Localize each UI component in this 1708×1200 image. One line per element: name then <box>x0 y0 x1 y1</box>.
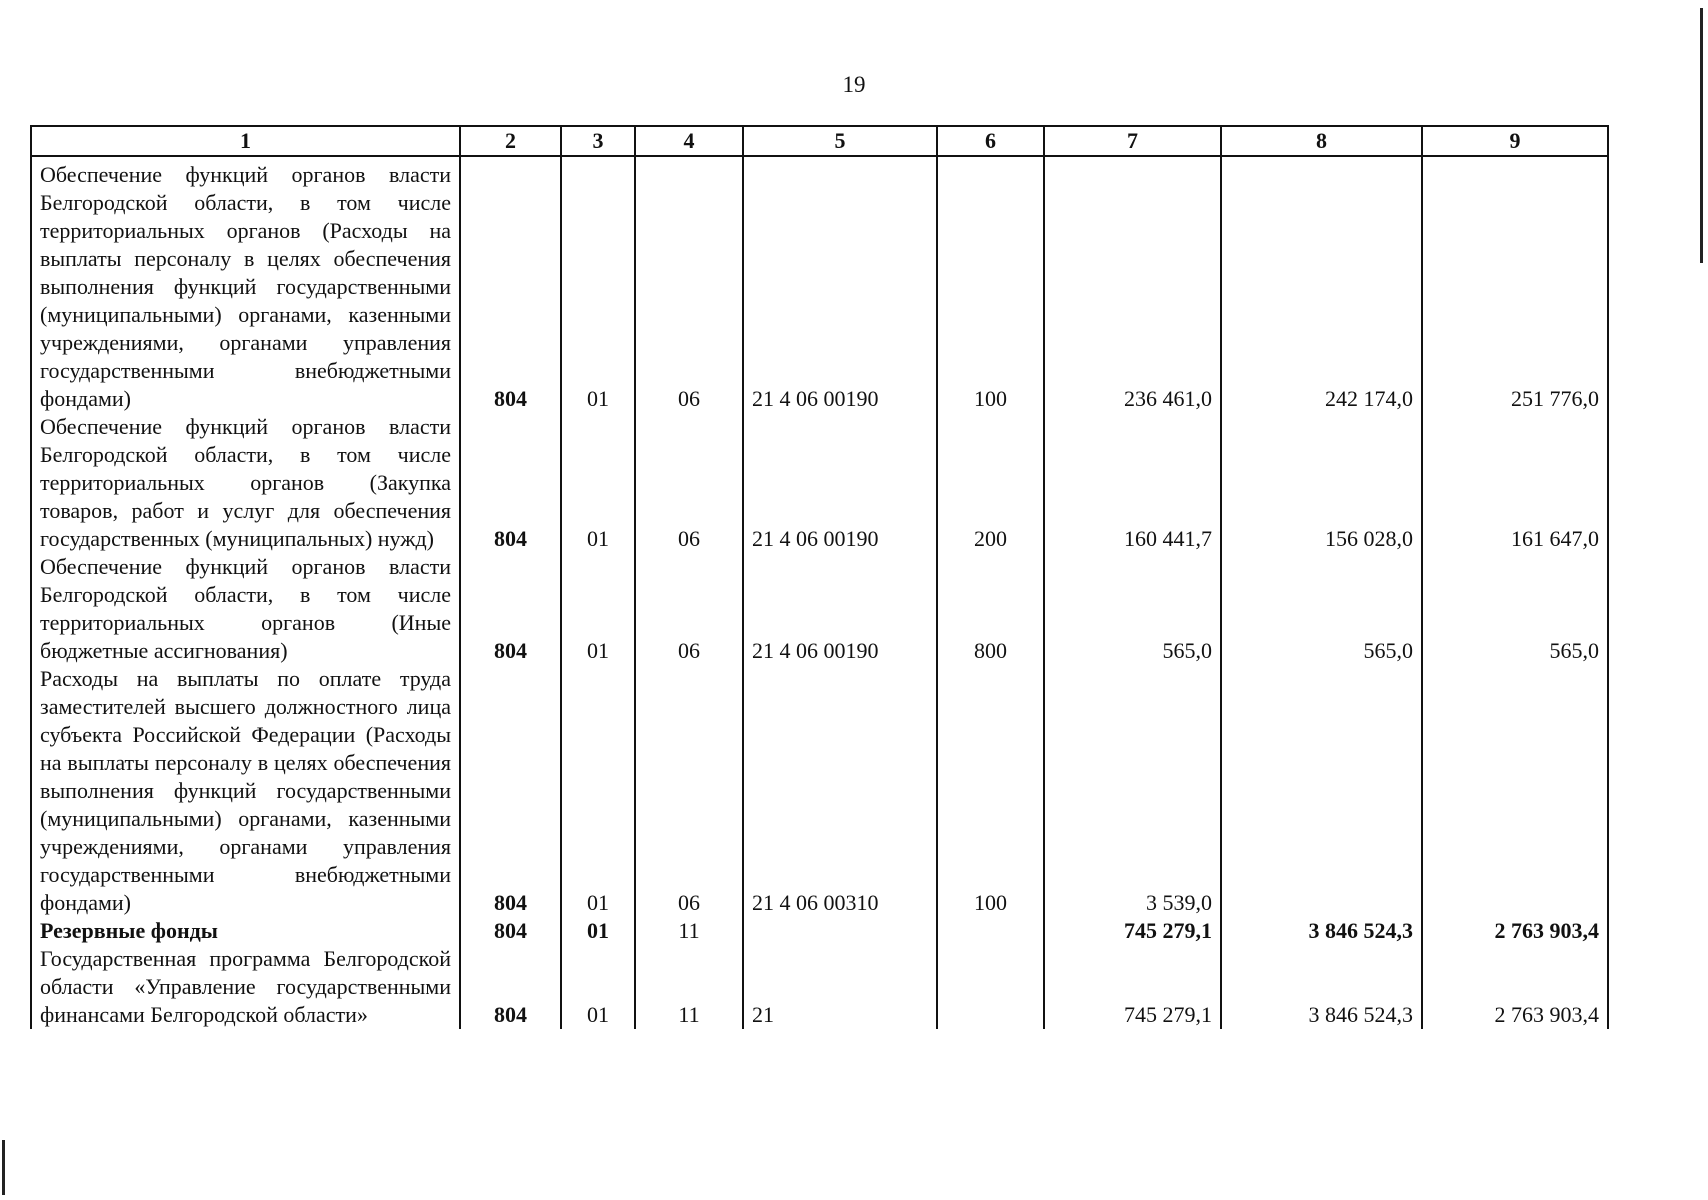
section-code: 01 <box>561 156 635 413</box>
amount-col-7: 236 461,0 <box>1044 156 1221 413</box>
amount-col-7: 160 441,7 <box>1044 413 1221 553</box>
budget-table <box>30 125 1609 1029</box>
amount-col-7: 745 279,1 <box>1044 917 1221 945</box>
expense-type-code: 200 <box>937 413 1044 553</box>
target-article-code <box>743 917 937 945</box>
row-name: Расходы на выплаты по оплате труда заместителей высшего должностного лица субъекта Российской Федерации (Расходы на выплаты персоналу в целях обеспечения выполнения функций государственными (муниципальными) органами, казенными учреждениями, органами управления государственными внебюджетными фондами) <box>31 665 460 917</box>
amount-col-7: 565,0 <box>1044 553 1221 665</box>
ministry-code: 804 <box>460 945 561 1029</box>
header-col-9: 9 <box>1422 126 1608 156</box>
header-col-4: 4 <box>635 126 743 156</box>
expense-type-code: 100 <box>937 665 1044 917</box>
target-article-code: 21 4 06 00190 <box>743 156 937 413</box>
row-name: Обеспечение функций органов власти Белгородской области, в том числе территориальных органов (Иные бюджетные ассигнования) <box>31 553 460 665</box>
scan-edge-mark-left <box>2 1140 5 1195</box>
header-col-2: 2 <box>460 126 561 156</box>
expense-type-code: 800 <box>937 553 1044 665</box>
target-article-code: 21 4 06 00190 <box>743 553 937 665</box>
section-code: 01 <box>561 553 635 665</box>
subsection-code: 11 <box>635 917 743 945</box>
amount-col-9: 251 776,0 <box>1422 156 1608 413</box>
table-row <box>31 665 1608 917</box>
amount-col-9: 161 647,0 <box>1422 413 1608 553</box>
expense-type-code: 100 <box>937 156 1044 413</box>
amount-col-8: 3 846 524,3 <box>1221 945 1422 1029</box>
subsection-code: 06 <box>635 156 743 413</box>
expense-type-code <box>937 945 1044 1029</box>
ministry-code: 804 <box>460 917 561 945</box>
row-name: Государственная программа Белгородской области «Управление государственными финансами Белгородской области» <box>31 945 460 1029</box>
amount-col-8 <box>1221 665 1422 917</box>
row-name: Обеспечение функций органов власти Белгородской области, в том числе территориальных органов (Закупка товаров, работ и услуг для обеспечения государственных (муниципальных) нужд) <box>31 413 460 553</box>
section-code: 01 <box>561 945 635 1029</box>
header-col-5: 5 <box>743 126 937 156</box>
target-article-code: 21 4 06 00310 <box>743 665 937 917</box>
section-code: 01 <box>561 917 635 945</box>
ministry-code: 804 <box>460 665 561 917</box>
table-row-subtotal <box>31 917 1608 945</box>
table-row <box>31 156 1608 413</box>
page-number: 19 <box>842 72 866 97</box>
header-col-6: 6 <box>937 126 1044 156</box>
amount-col-7: 745 279,1 <box>1044 945 1221 1029</box>
table-header <box>31 126 1608 156</box>
header-col-3: 3 <box>561 126 635 156</box>
amount-col-9: 2 763 903,4 <box>1422 945 1608 1029</box>
table-row <box>31 945 1608 1029</box>
subsection-code: 06 <box>635 413 743 553</box>
section-code: 01 <box>561 413 635 553</box>
amount-col-8: 565,0 <box>1221 553 1422 665</box>
header-col-7: 7 <box>1044 126 1221 156</box>
amount-col-8: 242 174,0 <box>1221 156 1422 413</box>
subsection-code: 06 <box>635 553 743 665</box>
subsection-code: 11 <box>635 945 743 1029</box>
amount-col-9: 2 763 903,4 <box>1422 917 1608 945</box>
amount-col-8: 156 028,0 <box>1221 413 1422 553</box>
amount-col-9: 565,0 <box>1422 553 1608 665</box>
row-name: Обеспечение функций органов власти Белгородской области, в том числе территориальных органов (Расходы на выплаты персоналу в целях обеспечения выполнения функций государственными (муниципальными) органами, казенными учреждениями, органами управления государственными внебюджетными фондами) <box>31 156 460 413</box>
ministry-code: 804 <box>460 413 561 553</box>
header-col-8: 8 <box>1221 126 1422 156</box>
amount-col-7: 3 539,0 <box>1044 665 1221 917</box>
amount-col-9 <box>1422 665 1608 917</box>
ministry-code: 804 <box>460 156 561 413</box>
table-row <box>31 553 1608 665</box>
target-article-code: 21 <box>743 945 937 1029</box>
table-row <box>31 413 1608 553</box>
header-col-1: 1 <box>31 126 460 156</box>
amount-col-8: 3 846 524,3 <box>1221 917 1422 945</box>
target-article-code: 21 4 06 00190 <box>743 413 937 553</box>
row-name: Резервные фонды <box>31 917 460 945</box>
section-code: 01 <box>561 665 635 917</box>
subsection-code: 06 <box>635 665 743 917</box>
expense-type-code <box>937 917 1044 945</box>
scan-edge-mark-right <box>1700 8 1703 263</box>
ministry-code: 804 <box>460 553 561 665</box>
